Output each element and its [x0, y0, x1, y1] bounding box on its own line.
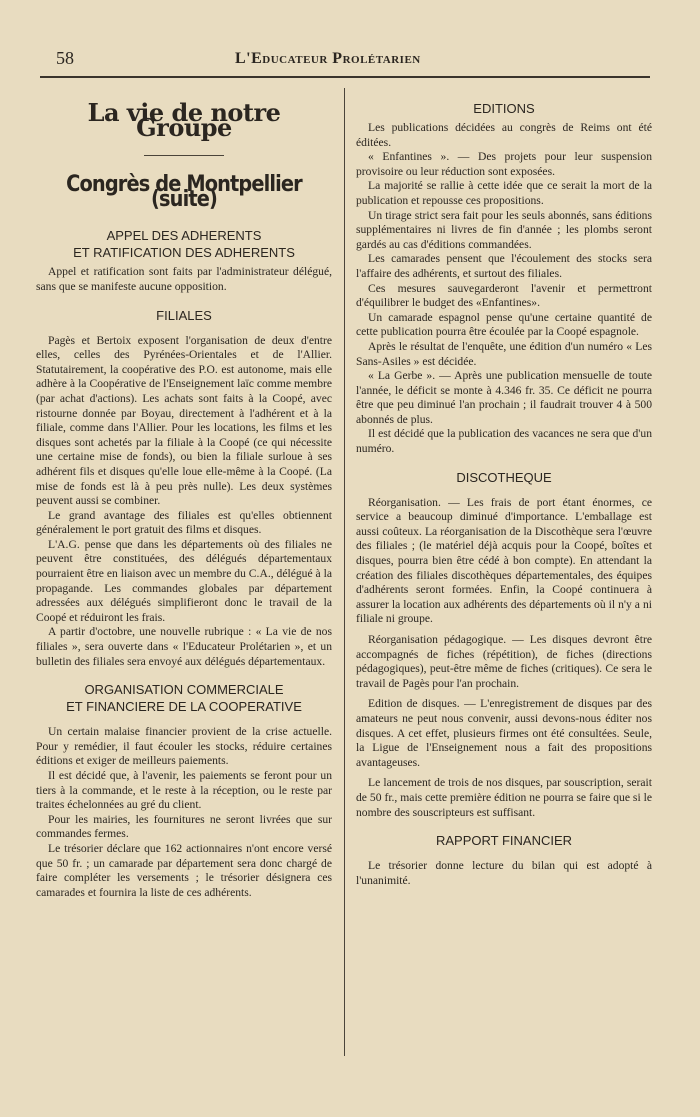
right-column — [356, 96, 652, 888]
paragraph: Appel et ratification sont faits par l'administrateur délégué, sans que se manifeste aucune opposition. — [36, 265, 332, 293]
heading-line: APPEL DES ADHERENTS — [106, 228, 262, 244]
title-rule — [144, 155, 224, 156]
paragraph: Les publications décidées au congrès de Reims ont été éditées. — [356, 121, 652, 149]
page-header — [40, 42, 650, 78]
paragraph: Le grand avantage des filiales est qu'elles obtiennent généralement le port gratuit des films et disques. — [36, 508, 332, 537]
paragraph: Pour les mairies, les fournitures ne seront livrées que sur commandes fermes. — [36, 812, 332, 841]
paragraph: Un certain malaise financier provient de la crise actuelle. Pour y remédier, il faut écouler les stocks, réduire certaines éditions et exiger de meilleurs paiements. — [36, 725, 332, 768]
paragraph: Après le résultat de l'enquête, une édition d'un numéro « Les Sans-Asiles » est décidée. — [356, 339, 652, 368]
paragraph: « Enfantines ». — Des projets pour leur suspension provisoire ou leur réduction sont exposées. — [356, 150, 652, 178]
left-column — [36, 96, 332, 900]
paragraph: Il est décidé que la publication des vacances ne sera que d'un numéro. — [356, 427, 652, 456]
paragraph: Le trésorier donne lecture du bilan qui est adopté à l'unanimité. — [356, 859, 652, 887]
paragraph: Un camarade espagnol pense qu'une certaine quantité de cette publication pourra être écoulée par la Coopé espagnole. — [356, 310, 652, 339]
paragraph: Ces mesures sauvegarderont l'avenir et permettront d'équilibrer le budget des «Enfantines». — [356, 281, 652, 310]
heading-line: ET RATIFICATION DES ADHERENTS — [73, 245, 295, 261]
page-number: 58 — [56, 48, 74, 68]
heading-filiales: FILIALES — [156, 307, 212, 323]
heading-rapport: RAPPORT FINANCIER — [435, 833, 573, 849]
paragraph: Réorganisation. — Les frais de port étant énormes, ce service a beaucoup diminué d'importance. L'emballage est aussi coûteux. La réorganisation de la Discothèque sera l'œuvre des filiales ; (le matériel déjà acquis pour la Coopé, boîtes et disques, pourra bien être cédé à bon compte). En attendant la création des filiales discothèques départementales, des équipes d'adhérents seront formées. Enfin, la Coopé continuera à assurer la location aux adhérents des départements où il n'y a ni filiale ni groupe. — [356, 495, 652, 626]
heading-editions: EDITIONS — [473, 101, 535, 116]
paragraph: Edition de disques. — L'enregistrement de disques par des amateurs ne peut nous convenir, aussi devons-nous éditer nos disques. A cet effet, plusieurs firmes ont été consultées. Seule, la Ligue de l'Enseignement nous a fait des propositions avantageuses. — [356, 697, 652, 769]
journal-title: L'Educateur Prolétarien — [235, 50, 421, 67]
heading-line: ORGANISATION COMMERCIALE — [84, 682, 284, 698]
column-divider — [344, 88, 345, 1056]
paragraph: A partir d'octobre, une nouvelle rubrique : « La vie de nos filiales », sera ouverte dans « l'Educateur Prolétarien », et un bulletin des filiales sera envoyé aux délégués départementaux. — [36, 625, 332, 668]
paragraph: Il est décidé que, à l'avenir, les paiements se feront pour un tiers à la commande, et le reste à la réception, ou le reste par traites échelonnées au gré du client. — [36, 769, 332, 812]
article-title: Congrès de Montpellier (suite) — [66, 172, 302, 212]
heading-organisation — [36, 681, 332, 715]
paragraph: La majorité se rallie à cette idée que ce serait la mort de la publication et repousse ces propositions. — [356, 179, 652, 207]
paragraph: « La Gerbe ». — Après une publication mensuelle de toute l'année, le déficit se monte à 4.346 fr. 35. Ce déficit ne pourra être que peu diminué l'an prochain ; il faudrait trouver 4 à 500 abonnés de plus. — [356, 369, 652, 426]
heading-appel — [36, 227, 332, 261]
heading-discotheque: DISCOTHEQUE — [456, 469, 552, 485]
paragraph: Les camarades pensent que l'écoulement des stocks sera l'affaire des adhérents, et surtout des filiales. — [356, 252, 652, 280]
paragraph: Le trésorier déclare que 162 actionnaires n'ont encore versé que 50 fr. ; un camarade par département sera donc chargé de faire compléter les versements ; le trésorier désignera ces camarades et fournira la liste de ces adhérents. — [36, 841, 332, 899]
heading-line: ET FINANCIERE DE LA COOPERATIVE — [66, 699, 302, 715]
section-title: La vie de notre Groupe — [87, 98, 281, 142]
paragraph: Réorganisation pédagogique. — Les disques devront être accompagnés de fiches (répétition), de fiches (directions pédagogiques), peut-être même de fiches (critiques). Ce sera le travail de Pagès pour l'an prochain. — [356, 633, 652, 690]
paragraph: Le lancement de trois de nos disques, par souscription, serait de 50 fr., mais cette première édition ne pourra se faire que si le nombre des souscripteurs est suffisant. — [356, 776, 652, 819]
paragraph: L'A.G. pense que dans les départements où des filiales ne peuvent être constituées, des délégués départementaux pourraient être en liaison avec un membre du C.A., délégué à la propagande. Les commandes globales par département adressées aux délégués simplifieront donc le travail de la Coopé et réduiront les frais. — [36, 537, 332, 624]
paragraph: Pagès et Bertoix exposent l'organisation de deux d'entre elles, celles des Pyrénées-Orientales et de l'Allier. Statutairement, la coopérative des P.O. est autonome, mais elle adhère à la Coopérative de l'Enseignement laïc comme membre (par achat d'actions). Les achats sont faits à la Coopé, avec ristourne donnée par Boyau, directement à l'adhérent et à la filiale, comme dans l'Allier. Pour les locations, les films et les disques sont achetés par la filiale à la Coopé (ce qui nécessite une certaine mise de fonds), ou bien la filiale surloue à ses adhérent fils et disques qu'elle loue elle-même à la Coopé. (La mise de fonds est là à peu près nulle). Les deux systèmes peuvent aussi se combiner. — [36, 333, 332, 508]
paragraph: Un tirage strict sera fait pour les seuls abonnés, sans éditions supplémentaires ni livres de fin d'année ; les plombs seront gardés au cas d'éditions commandées. — [356, 208, 652, 251]
